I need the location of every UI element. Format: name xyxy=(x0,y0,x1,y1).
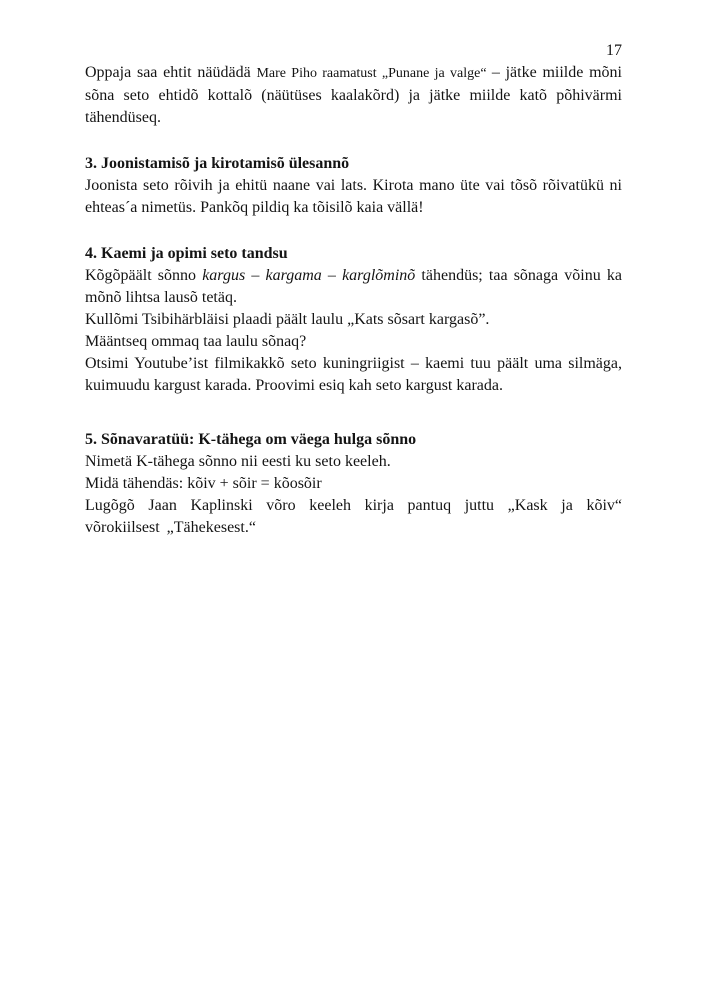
section3-body: Joonista seto rõivih ja ehitü naane vai lats. Kirota mano üte vai tõsõ rõivatükü ni ehteas´a nimetüs. Pankõq pildiq ka tõisilõ kaia vällä! xyxy=(85,177,622,216)
section5-task-line1: Nimetä K-tähega sõnno nii eesti ku seto keeleh. xyxy=(85,453,391,470)
intro-lead-text: Oppaja saa ehtit näüdädä xyxy=(85,64,257,81)
section5-task-paragraph xyxy=(85,451,622,495)
section4-heading: 4. Kaemi ja opimi seto tandsu xyxy=(85,245,288,262)
intro-rest-text: – jätke miilde mõni sõna seto ehtidõ kottalõ (näütüses kaalakõrd) ja jätke miilde katõ põhivärmi tähendüseq. xyxy=(85,64,622,126)
section4-intro-paragraph xyxy=(85,265,622,309)
intro-book-citation: Mare Piho raamatust „Punane ja valge“ xyxy=(256,66,492,81)
page-number: 17 xyxy=(606,42,622,59)
section3-heading: 3. Joonistamisõ ja kirotamisõ ülesannõ xyxy=(85,155,350,172)
section5-heading: 5. Sõnavaratüü: K-tähega om väega hulga sõnno xyxy=(85,431,417,448)
section4-listen-line2: Määntseq ommaq taa laulu sõnaq? xyxy=(85,333,307,350)
section4-listen-line1: Kullõmi Tsibihärbläisi plaadi päält laulu „Kats sõsart kargasõ”. xyxy=(85,311,490,328)
section4-listen-paragraph xyxy=(85,309,622,353)
section4-word-series: kargus – kargama – karglõminõ xyxy=(202,267,416,284)
intro-paragraph xyxy=(85,62,622,129)
section5-task-line2: Midä tähendäs: kõiv + sõir = kõosõir xyxy=(85,475,322,492)
section4-youtube-paragraph: Otsimi Youtube’ist filmikakkõ seto kuningriigist – kaemi tuu päält uma silmäga, kuimuudu kargust karada. Proovimi esiq kah seto kargust karada. xyxy=(85,355,622,394)
section4-intro-before: Kõgõpäält sõnno xyxy=(85,267,203,284)
section5-reading-paragraph: Lugõgõ Jaan Kaplinski võro keeleh kirja pantuq juttu „Kask ja kõiv“ võrokiilsest „Tähekesest.“ xyxy=(85,497,622,536)
section4-intro-after: tähendüs; taa sõnaga võinu ka mõnõ lihtsa lausõ tetäq. xyxy=(85,267,622,306)
